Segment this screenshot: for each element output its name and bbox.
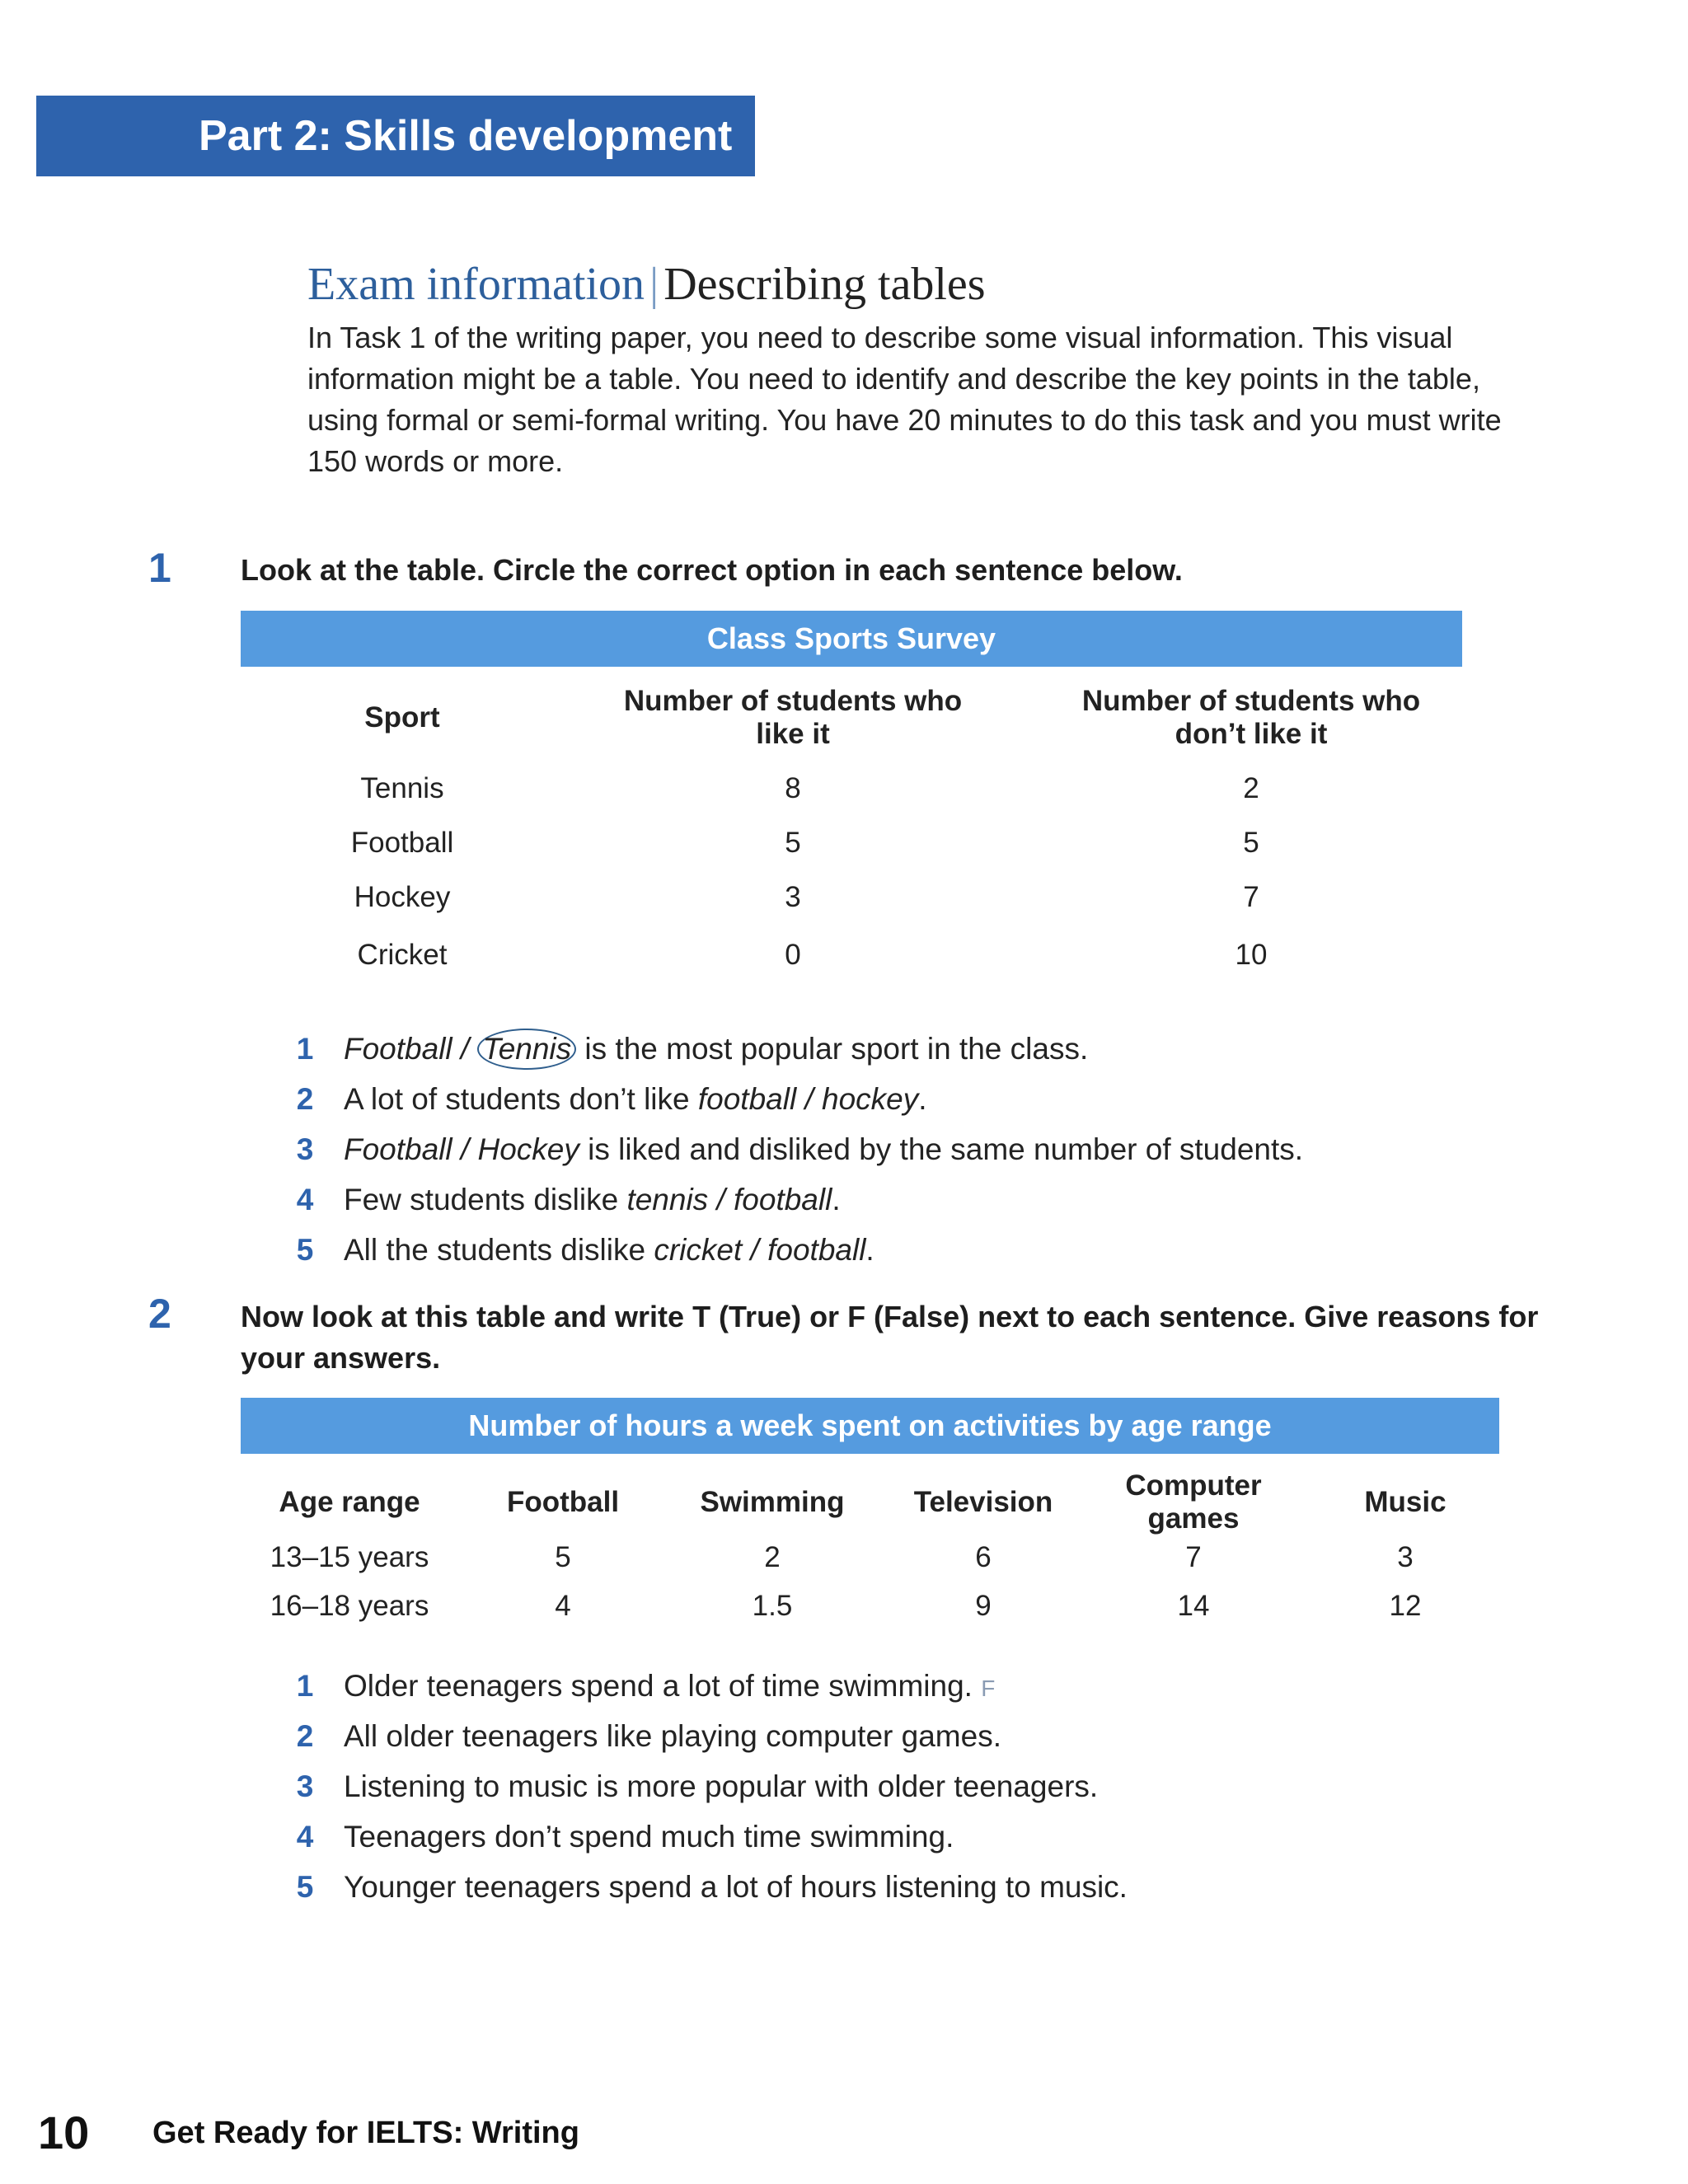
title-separator: | — [649, 259, 659, 310]
activities-table-cell-r1-c2: 1.5 — [752, 1590, 793, 1622]
ex2-item-1 — [293, 1661, 1611, 1711]
book-title: Get Ready for IELTS: Writing — [152, 2116, 579, 2150]
item-text: Teenagers don’t spend much time swimming. — [344, 1820, 954, 1854]
item-options[interactable]: football / hockey — [697, 1082, 919, 1116]
item-number: 5 — [296, 1233, 314, 1267]
item-number: 3 — [296, 1769, 314, 1803]
item-text: Older teenagers spend a lot of time swimming. — [344, 1669, 973, 1703]
sports-table-cell-r3-c0: Cricket — [357, 939, 448, 971]
item-text: Few students dislike — [344, 1183, 627, 1216]
item-options[interactable]: tennis / football — [626, 1183, 832, 1216]
item-number: 3 — [296, 1132, 314, 1166]
section-banner: Part 2: Skills development — [36, 96, 755, 176]
ex2-item-3 — [293, 1761, 1611, 1811]
activities-table-header-3: Television — [913, 1486, 1053, 1518]
item-number: 1 — [296, 1669, 314, 1703]
item-text-end: is liked and disliked by the same number of students. — [579, 1132, 1304, 1166]
item-number: 1 — [296, 1032, 314, 1066]
activities-table-header-0: Age range — [279, 1486, 420, 1518]
sports-table-cell-r1-c2: 5 — [1243, 827, 1259, 859]
sports-table-cell-r0-c1: 8 — [785, 772, 801, 804]
activities-table-cell-r0-c3: 6 — [975, 1541, 992, 1573]
exercise-2-items — [293, 1661, 1611, 1912]
item-text: Younger teenagers spend a lot of hours listening to music. — [344, 1870, 1128, 1904]
ex1-item-4 — [293, 1174, 1611, 1225]
activities-table-header-5: Music — [1364, 1486, 1447, 1518]
sports-table-header-2: Number of students who don’t like it — [1081, 685, 1421, 750]
activities-table-cell-r0-c4: 7 — [1185, 1541, 1202, 1573]
activities-table-header-1: Football — [506, 1486, 620, 1518]
ex2-item-2 — [293, 1711, 1611, 1761]
item-options[interactable]: Football / Hockey — [344, 1132, 579, 1166]
ex1-item-2 — [293, 1074, 1611, 1124]
item-number: 4 — [296, 1183, 314, 1216]
sports-table-cell-r2-c2: 7 — [1243, 881, 1259, 913]
exercise-2-number: 2 — [148, 1291, 171, 1337]
exam-info-subtitle: Describing tables — [663, 259, 986, 310]
handwritten-answer: F — [981, 1675, 996, 1701]
option-tennis-circled[interactable]: Tennis — [477, 1029, 576, 1070]
sports-table-cell-r0-c0: Tennis — [360, 772, 444, 804]
exercise-2-instruction: Now look at this table and write T (True) or F (False) next to each sentence. Give reasons for your answers. — [241, 1300, 1539, 1375]
item-text-end: . — [832, 1183, 841, 1216]
activities-table-cell-r1-c1: 4 — [555, 1590, 571, 1622]
ex2-item-4 — [293, 1811, 1611, 1862]
option-football[interactable]: Football — [344, 1032, 452, 1066]
item-text-end: . — [865, 1233, 874, 1267]
exercise-1-instruction: Look at the table. Circle the correct option in each sentence below. — [241, 553, 1183, 587]
sports-table-cell-r2-c1: 3 — [785, 881, 801, 913]
item-text: is the most popular sport in the class. — [576, 1032, 1089, 1066]
exam-info-heading — [307, 255, 986, 313]
sports-table-cell-r1-c1: 5 — [785, 827, 801, 859]
ex1-item-1 — [293, 1024, 1611, 1074]
activities-table-cell-r0-c2: 2 — [764, 1541, 781, 1573]
item-number: 5 — [296, 1870, 314, 1904]
activities-table-header-4: Computer games — [1125, 1469, 1262, 1535]
sports-table-cell-r2-c0: Hockey — [354, 881, 451, 913]
item-text: A lot of students don’t like — [344, 1082, 698, 1116]
activities-table-header-2: Swimming — [700, 1486, 845, 1518]
ex1-item-5 — [293, 1225, 1611, 1275]
sports-table-header-0: Sport — [364, 701, 440, 733]
activities-table-title: Number of hours a week spent on activities by age range — [241, 1398, 1499, 1454]
page-number: 10 — [38, 2107, 90, 2158]
sports-table-cell-r0-c2: 2 — [1243, 772, 1259, 804]
exam-info-title: Exam information — [307, 259, 645, 310]
item-number: 4 — [296, 1820, 314, 1854]
item-text: All older teenagers like playing computer games. — [344, 1719, 1001, 1753]
sports-table-cell-r1-c0: Football — [350, 827, 454, 859]
sports-table-cell-r3-c1: 0 — [785, 939, 801, 971]
exercise-1-items — [293, 1024, 1611, 1275]
activities-table-cell-r1-c0: 16–18 years — [270, 1590, 429, 1622]
activities-table-cell-r1-c3: 9 — [975, 1590, 992, 1622]
ex2-item-5 — [293, 1862, 1611, 1912]
activities-table-cell-r0-c0: 13–15 years — [270, 1541, 429, 1573]
item-options[interactable]: cricket / football — [654, 1233, 866, 1267]
exercise-1-number: 1 — [148, 545, 171, 591]
activities-table-cell-r0-c1: 5 — [555, 1541, 571, 1573]
item-text: Listening to music is more popular with older teenagers. — [344, 1769, 1099, 1803]
activities-table-cell-r1-c4: 14 — [1177, 1590, 1210, 1622]
item-text-end: . — [918, 1082, 927, 1116]
item-text: All the students dislike — [344, 1233, 654, 1267]
item-number: 2 — [296, 1082, 314, 1116]
sports-table-cell-r3-c2: 10 — [1235, 939, 1268, 971]
item-number: 2 — [296, 1719, 314, 1753]
exam-info-paragraph: In Task 1 of the writing paper, you need to describe some visual information. This visual information might be a table. You need to identify and describe the key points in the table, using formal or semi-formal writing. You have 20 minutes to do this task and you must write 150 words or more. — [307, 321, 1502, 478]
activities-table-cell-r1-c5: 12 — [1389, 1590, 1422, 1622]
ex1-item-3 — [293, 1124, 1611, 1174]
sports-table-header-1: Number of students who like it — [623, 685, 963, 750]
option-separator: / — [452, 1032, 478, 1066]
sports-table-title: Class Sports Survey — [241, 611, 1462, 667]
activities-table-cell-r0-c5: 3 — [1397, 1541, 1414, 1573]
